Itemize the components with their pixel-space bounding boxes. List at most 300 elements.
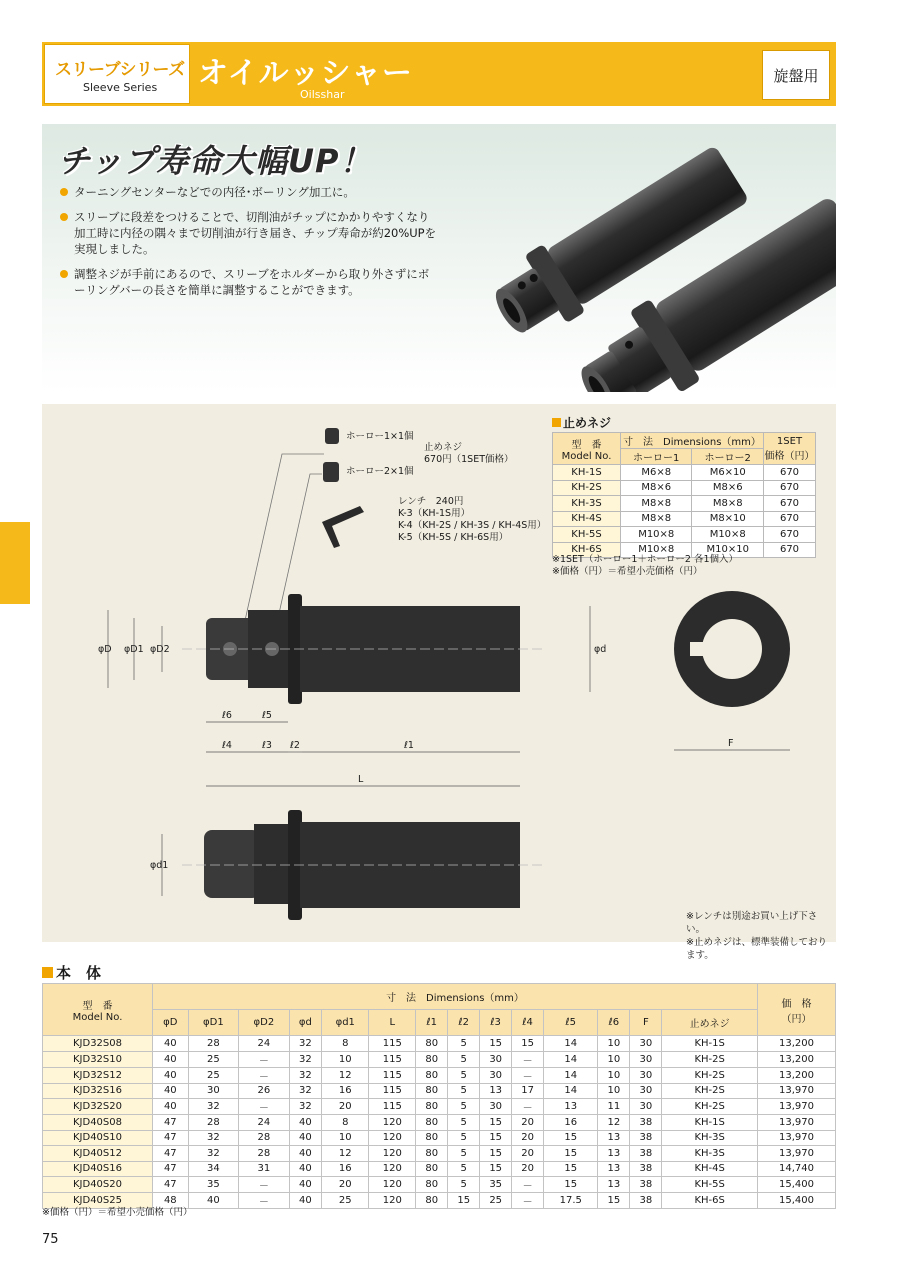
col-model-en: Model No. [72, 1011, 123, 1023]
table-cell: 32 [289, 1099, 322, 1115]
table-cell: 30 [630, 1099, 662, 1115]
table-cell: 5 [448, 1083, 480, 1099]
table-cell: 670 [764, 480, 816, 496]
table-cell: 5 [448, 1067, 480, 1083]
table-cell: 30 [480, 1067, 512, 1083]
table-cell: 15 [480, 1115, 512, 1131]
drawing-notes [686, 910, 836, 962]
column-header: ℓ3 [480, 1010, 512, 1036]
table-cell: － [239, 1177, 289, 1193]
table-cell: 35 [480, 1177, 512, 1193]
dim-L: L [358, 774, 364, 785]
table-cell: － [512, 1177, 544, 1193]
table-cell: 47 [153, 1115, 189, 1131]
table-cell: 80 [416, 1115, 448, 1131]
table-cell: － [512, 1099, 544, 1115]
table-cell: 28 [188, 1036, 238, 1052]
table-cell: KJD40S25 [43, 1193, 153, 1209]
table-cell: KJD32S10 [43, 1051, 153, 1067]
table-row [43, 1083, 836, 1099]
col-price: 価 格 [781, 998, 812, 1010]
table-row [553, 480, 816, 496]
table-cell: M6×10 [692, 465, 764, 481]
table-cell: 10 [598, 1051, 630, 1067]
table-cell: 17.5 [544, 1193, 598, 1209]
table-cell: 40 [153, 1067, 189, 1083]
table-cell: 13,970 [758, 1099, 836, 1115]
table-cell: 5 [448, 1099, 480, 1115]
column-header: ℓ1 [416, 1010, 448, 1036]
table-cell: 14 [544, 1051, 598, 1067]
table-row [43, 1099, 836, 1115]
product-title-en: Oilsshar [300, 88, 345, 101]
table-cell: 38 [630, 1177, 662, 1193]
table-cell: 20 [512, 1130, 544, 1146]
table-cell: 13 [598, 1130, 630, 1146]
feature-text: 調整ネジが手前にあるので、スリーブをホルダーから取り外さずにボーリングバーの長さを簡単に調整することができます。 [74, 267, 430, 297]
table-cell: 30 [630, 1036, 662, 1052]
table-cell: 15 [448, 1193, 480, 1209]
col-model-jp: 型 番 [82, 1000, 113, 1012]
table-cell: 13,200 [758, 1036, 836, 1052]
table-cell: KH-2S [553, 480, 621, 496]
table-cell: 8 [322, 1036, 369, 1052]
table-cell: 38 [630, 1130, 662, 1146]
column-header: ℓ6 [598, 1010, 630, 1036]
table-cell: 20 [322, 1177, 369, 1193]
wrench-icon [322, 506, 364, 548]
col-set: 1SET [776, 435, 803, 447]
table-cell: 25 [188, 1067, 238, 1083]
dim-phid1: φd1 [150, 860, 169, 871]
table-cell: 13 [480, 1083, 512, 1099]
table-row [553, 465, 816, 481]
wrench-k3: K-3（KH-1S用） [398, 508, 471, 519]
table-cell: 28 [188, 1115, 238, 1131]
table-cell: 13,970 [758, 1115, 836, 1131]
table-cell: 30 [630, 1067, 662, 1083]
category-label: 旋盤用 [773, 66, 819, 85]
table-cell: 115 [369, 1067, 416, 1083]
table-cell: 15 [480, 1130, 512, 1146]
table-cell: 17 [512, 1083, 544, 1099]
stop-table-notes [552, 554, 738, 578]
table-cell: 15 [544, 1161, 598, 1177]
col-hollow1: ホーロー1 [621, 449, 692, 465]
table-cell: 13,970 [758, 1083, 836, 1099]
table-cell: 115 [369, 1036, 416, 1052]
table-cell: M8×6 [621, 480, 692, 496]
table-cell: M8×6 [692, 480, 764, 496]
table-row [553, 511, 816, 527]
screw2-label: ホーロー2×1個 [346, 466, 414, 477]
table-cell: 670 [764, 496, 816, 512]
table-cell: 40 [153, 1099, 189, 1115]
table-cell: KH-1S [662, 1115, 758, 1131]
table-cell: 10 [598, 1067, 630, 1083]
dim-phiD: φD [98, 644, 112, 655]
table-cell: 26 [239, 1083, 289, 1099]
dim-l2: ℓ2 [290, 740, 300, 751]
table-cell: 14 [544, 1083, 598, 1099]
table-cell: 40 [188, 1193, 238, 1209]
table-cell: 15 [480, 1036, 512, 1052]
hero-section [42, 124, 836, 392]
table-cell: 10 [598, 1036, 630, 1052]
table-cell: KJD32S20 [43, 1099, 153, 1115]
table-cell: 24 [239, 1036, 289, 1052]
main-table-title-text: 本 体 [56, 964, 102, 982]
table-cell: 32 [289, 1067, 322, 1083]
table-cell: KJD32S12 [43, 1067, 153, 1083]
table-cell: KH-1S [662, 1036, 758, 1052]
table-cell: － [239, 1099, 289, 1115]
table-cell: KJD40S16 [43, 1161, 153, 1177]
col-price-unit: （円） [781, 1013, 812, 1025]
table-cell: 40 [289, 1193, 322, 1209]
series-title-jp: スリーブシリーズ [55, 60, 185, 80]
table-cell: 80 [416, 1193, 448, 1209]
table-cell: 670 [764, 465, 816, 481]
table-cell: 670 [764, 527, 816, 543]
table-cell: KH-4S [553, 511, 621, 527]
table-row [43, 1177, 836, 1193]
table-row [43, 1161, 836, 1177]
table-cell: 115 [369, 1099, 416, 1115]
table-cell: 15 [544, 1146, 598, 1162]
category-badge [762, 50, 830, 100]
feature-item [60, 266, 440, 298]
table-cell: 80 [416, 1130, 448, 1146]
table-row [43, 1115, 836, 1131]
table-cell: 16 [322, 1083, 369, 1099]
table-cell: － [239, 1193, 289, 1209]
table-cell: 20 [322, 1099, 369, 1115]
feature-item [60, 184, 440, 200]
table-row [43, 1067, 836, 1083]
table-cell: 120 [369, 1115, 416, 1131]
table-cell: 47 [153, 1177, 189, 1193]
stop-screw-label: 止めネジ [424, 442, 463, 453]
table-cell: 40 [153, 1036, 189, 1052]
table-cell: 80 [416, 1083, 448, 1099]
table-cell: 24 [239, 1115, 289, 1131]
main-table-note: ※価格（円）＝希望小売価格（円） [42, 1207, 193, 1218]
wrench-k4: K-4（KH-2S / KH-3S / KH-4S用） [398, 520, 547, 531]
wrench-label: レンチ 240円 [398, 496, 464, 507]
table-cell: 14 [544, 1036, 598, 1052]
feature-text: ターニングセンターなどでの内径･ボーリング加工に。 [74, 185, 355, 199]
table-row [43, 1036, 836, 1052]
dim-phid: φd [594, 644, 607, 655]
table-cell: 670 [764, 542, 816, 558]
table-cell: 28 [239, 1146, 289, 1162]
table-cell: 13,970 [758, 1146, 836, 1162]
table-cell: 80 [416, 1177, 448, 1193]
table-cell: 80 [416, 1161, 448, 1177]
table-cell: 80 [416, 1146, 448, 1162]
table-row [43, 1146, 836, 1162]
table-cell: M10×8 [621, 542, 692, 558]
dim-phiD1: φD1 [124, 644, 144, 655]
table-cell: 32 [289, 1083, 322, 1099]
stop-screw-price: 670円（1SET価格） [424, 454, 514, 465]
table-cell: 32 [188, 1146, 238, 1162]
col-model-en: Model No. [561, 450, 612, 462]
bullet-dot-icon [60, 188, 68, 196]
feature-list [60, 184, 440, 307]
table-cell: － [239, 1067, 289, 1083]
table-cell: KH-5S [553, 527, 621, 543]
feature-text: スリーブに段差をつけることで、切削油がチップにかかりやすくなり加工時に内径の隅々まで切削油が行き届き、チップ寿命が約20%UPを実現しました。 [74, 210, 437, 256]
table-cell: KH-1S [553, 465, 621, 481]
table-cell: 13,200 [758, 1051, 836, 1067]
square-bullet-icon [42, 967, 53, 978]
table-cell: 40 [289, 1130, 322, 1146]
bullet-dot-icon [60, 270, 68, 278]
table-cell: － [239, 1051, 289, 1067]
table-cell: 12 [322, 1067, 369, 1083]
table-cell: 80 [416, 1067, 448, 1083]
technical-drawing-panel [42, 404, 836, 961]
column-header: φd1 [322, 1010, 369, 1036]
table-cell: KH-4S [662, 1161, 758, 1177]
table-cell: 38 [630, 1161, 662, 1177]
table-cell: 14 [544, 1067, 598, 1083]
table-cell: 13 [598, 1177, 630, 1193]
table-cell: KJD40S10 [43, 1130, 153, 1146]
bullet-dot-icon [60, 213, 68, 221]
table-cell: 10 [322, 1130, 369, 1146]
table-row [43, 1051, 836, 1067]
table-cell: KJD40S08 [43, 1115, 153, 1131]
table-cell: KH-2S [662, 1099, 758, 1115]
stop-note: ※価格（円）＝希望小売価格（円） [552, 566, 703, 577]
table-cell: 15 [544, 1177, 598, 1193]
col-dimensions: 寸 法 Dimensions（mm） [153, 984, 758, 1010]
table-cell: 32 [188, 1130, 238, 1146]
table-cell: 12 [322, 1146, 369, 1162]
table-cell: 47 [153, 1161, 189, 1177]
wrench-k5: K-5（KH-5S / KH-6S用） [398, 532, 509, 543]
table-cell: 25 [480, 1193, 512, 1209]
table-cell: KJD40S12 [43, 1146, 153, 1162]
table-cell: M10×8 [692, 527, 764, 543]
drawing-note: ※レンチは別途お買い上げ下さい。 [686, 911, 818, 935]
side-index-tab [0, 522, 30, 604]
table-cell: 5 [448, 1177, 480, 1193]
table-cell: KJD32S08 [43, 1036, 153, 1052]
table-cell: 120 [369, 1177, 416, 1193]
table-cell: 47 [153, 1130, 189, 1146]
table-cell: 5 [448, 1146, 480, 1162]
table-cell: KH-6S [553, 542, 621, 558]
table-cell: 35 [188, 1177, 238, 1193]
table-cell: 15,400 [758, 1177, 836, 1193]
table-cell: 40 [289, 1161, 322, 1177]
column-header: ℓ4 [512, 1010, 544, 1036]
table-cell: 13 [544, 1099, 598, 1115]
table-cell: 5 [448, 1130, 480, 1146]
table-cell: 15 [512, 1036, 544, 1052]
table-row [553, 527, 816, 543]
table-cell: 10 [322, 1051, 369, 1067]
table-cell: KH-2S [662, 1067, 758, 1083]
table-cell: M8×8 [621, 511, 692, 527]
col-price: 価格（円） [764, 450, 815, 462]
table-cell: 120 [369, 1193, 416, 1209]
table-cell: 120 [369, 1130, 416, 1146]
table-cell: 38 [630, 1146, 662, 1162]
column-header: ℓ5 [544, 1010, 598, 1036]
table-cell: 120 [369, 1146, 416, 1162]
dim-phiD2: φD2 [150, 644, 170, 655]
dim-l4: ℓ4 [222, 740, 232, 751]
stop-note: ※1SET（ホーロー1＋ホーロー2 各1個入） [552, 554, 738, 565]
table-cell: 48 [153, 1193, 189, 1209]
catch-copy: チップ寿命大幅UP！ [58, 142, 373, 180]
stop-screw-table [552, 432, 816, 558]
table-cell: 80 [416, 1099, 448, 1115]
column-header: 止めネジ [662, 1010, 758, 1036]
table-cell: M10×10 [692, 542, 764, 558]
main-spec-table [42, 983, 836, 1209]
page-header [42, 42, 836, 106]
table-cell: 38 [630, 1193, 662, 1209]
table-cell: 15,400 [758, 1193, 836, 1209]
series-badge [44, 44, 190, 104]
drawing-note: ※止めネジは、標準装備しております。 [686, 937, 827, 961]
table-cell: 25 [322, 1193, 369, 1209]
table-cell: 30 [480, 1051, 512, 1067]
table-cell: 40 [289, 1177, 322, 1193]
dim-F: F [728, 738, 734, 749]
table-cell: 5 [448, 1115, 480, 1131]
table-cell: 40 [153, 1083, 189, 1099]
table-cell: KH-3S [662, 1130, 758, 1146]
column-header: φD1 [188, 1010, 238, 1036]
table-row [43, 1130, 836, 1146]
table-cell: KH-2S [662, 1083, 758, 1099]
table-cell: － [512, 1193, 544, 1209]
stop-screw-title-text: 止めネジ [563, 416, 612, 430]
table-cell: 30 [188, 1083, 238, 1099]
table-cell: 670 [764, 511, 816, 527]
table-cell: KH-2S [662, 1051, 758, 1067]
table-cell: M8×8 [621, 496, 692, 512]
product-photo [456, 124, 836, 392]
dim-l3: ℓ3 [262, 740, 272, 751]
set-screw-1-icon [325, 428, 339, 444]
set-screw-2-icon [323, 462, 339, 482]
table-cell: 115 [369, 1051, 416, 1067]
table-cell: 32 [289, 1051, 322, 1067]
product-title-jp: オイルッシャー [198, 56, 413, 91]
table-cell: KH-3S [662, 1146, 758, 1162]
table-cell: 115 [369, 1083, 416, 1099]
dim-l6: ℓ6 [222, 710, 232, 721]
table-cell: 20 [512, 1161, 544, 1177]
table-cell: 13 [598, 1146, 630, 1162]
table-cell: M10×8 [621, 527, 692, 543]
table-cell: 40 [289, 1146, 322, 1162]
dim-l1: ℓ1 [404, 740, 414, 751]
table-cell: 120 [369, 1161, 416, 1177]
stop-screw-title [552, 414, 611, 431]
square-bullet-icon [552, 418, 561, 427]
table-cell: M6×8 [621, 465, 692, 481]
table-cell: 10 [598, 1083, 630, 1099]
table-cell: 30 [630, 1083, 662, 1099]
table-cell: 5 [448, 1051, 480, 1067]
column-header: φD [153, 1010, 189, 1036]
table-cell: 13 [598, 1161, 630, 1177]
column-header: F [630, 1010, 662, 1036]
table-cell: 15 [598, 1193, 630, 1209]
table-cell: 32 [188, 1099, 238, 1115]
table-cell: 5 [448, 1161, 480, 1177]
table-cell: 15 [480, 1146, 512, 1162]
table-cell: － [512, 1067, 544, 1083]
table-cell: 25 [188, 1051, 238, 1067]
table-cell: 20 [512, 1115, 544, 1131]
column-header: φD2 [239, 1010, 289, 1036]
table-cell: 13,970 [758, 1130, 836, 1146]
table-cell: 5 [448, 1036, 480, 1052]
table-cell: M8×10 [692, 511, 764, 527]
table-cell: KH-5S [662, 1177, 758, 1193]
table-cell: 16 [322, 1161, 369, 1177]
table-cell: 80 [416, 1051, 448, 1067]
column-header: ℓ2 [448, 1010, 480, 1036]
page-number: 75 [42, 1232, 59, 1247]
table-cell: 20 [512, 1146, 544, 1162]
table-cell: 40 [289, 1115, 322, 1131]
table-cell: KH-3S [553, 496, 621, 512]
column-header: φd [289, 1010, 322, 1036]
table-cell: 32 [289, 1036, 322, 1052]
table-cell: 15 [544, 1130, 598, 1146]
table-cell: 80 [416, 1036, 448, 1052]
series-title-en: Sleeve Series [83, 81, 158, 94]
table-cell: M8×8 [692, 496, 764, 512]
table-cell: 31 [239, 1161, 289, 1177]
table-cell: － [512, 1051, 544, 1067]
table-cell: 30 [630, 1051, 662, 1067]
col-hollow2: ホーロー2 [692, 449, 764, 465]
table-cell: 11 [598, 1099, 630, 1115]
table-cell: 34 [188, 1161, 238, 1177]
table-cell: KJD40S20 [43, 1177, 153, 1193]
dim-l5: ℓ5 [262, 710, 272, 721]
table-cell: 14,740 [758, 1161, 836, 1177]
table-cell: 38 [630, 1115, 662, 1131]
table-cell: 40 [153, 1051, 189, 1067]
feature-item [60, 209, 440, 257]
table-cell: 12 [598, 1115, 630, 1131]
col-model-jp: 型 番 [571, 439, 602, 451]
screw1-label: ホーロー1×1個 [346, 431, 414, 442]
table-cell: KH-6S [662, 1193, 758, 1209]
table-cell: 8 [322, 1115, 369, 1131]
table-cell: KJD32S16 [43, 1083, 153, 1099]
table-cell: 16 [544, 1115, 598, 1131]
table-row [553, 496, 816, 512]
table-cell: 15 [480, 1161, 512, 1177]
table-cell: 28 [239, 1130, 289, 1146]
column-header: L [369, 1010, 416, 1036]
table-cell: 30 [480, 1099, 512, 1115]
